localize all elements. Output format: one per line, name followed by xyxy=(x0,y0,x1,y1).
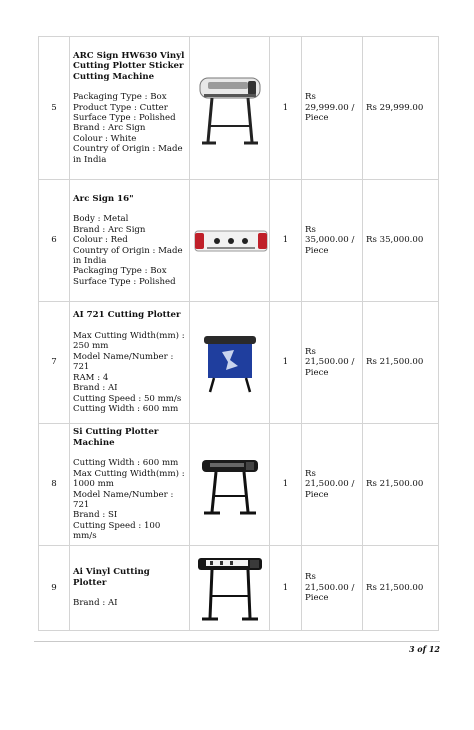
product-image-cell xyxy=(190,180,270,302)
product-attribute: Model Name/Number : 721 xyxy=(73,351,174,373)
product-attribute: Brand : AI xyxy=(73,383,118,394)
black-plotter-image xyxy=(198,454,262,516)
product-description xyxy=(70,424,190,546)
product-description xyxy=(70,180,190,302)
product-attribute: Cutting Speed : 100 mm/s xyxy=(73,520,161,542)
line-amount: Rs 21,500.00 xyxy=(363,546,439,631)
product-attribute: Cutting Speed : 50 mm/s xyxy=(73,393,182,404)
product-attribute: Brand : Arc Sign xyxy=(73,123,146,134)
product-attribute: Cutting Width : 600 mm xyxy=(73,458,179,469)
line-amount: Rs 21,500.00 xyxy=(363,424,439,546)
serial-number: 5 xyxy=(39,37,70,180)
product-name: Si Cutting Plotter Machine xyxy=(73,427,159,448)
serial-number: 8 xyxy=(39,424,70,546)
product-image-cell xyxy=(190,37,270,180)
quantity: 1 xyxy=(270,180,302,302)
footer-divider xyxy=(34,641,440,642)
quantity: 1 xyxy=(270,302,302,424)
white-plotter-image xyxy=(194,68,266,148)
table-row xyxy=(39,37,439,180)
line-amount: Rs 35,000.00 xyxy=(363,180,439,302)
product-name: AI 721 Cutting Plotter xyxy=(73,310,181,321)
product-attribute: Model Name/Number : 721 xyxy=(73,489,174,510)
page-number: 3 of 12 xyxy=(408,644,440,654)
product-description xyxy=(70,546,190,631)
product-attribute: Brand : Arc Sign xyxy=(73,224,146,235)
product-attribute: Packaging Type : Box xyxy=(73,92,167,103)
red-plotter-image xyxy=(193,221,269,261)
table-row xyxy=(39,302,439,424)
product-name: Ai Vinyl Cutting Plotter xyxy=(73,567,150,588)
product-attribute: Max Cutting Width(mm) : 1000 mm xyxy=(73,468,185,490)
table-row xyxy=(39,180,439,302)
unit-rate: Rs 35,000.00 / Piece xyxy=(302,180,363,302)
line-amount: Rs 21,500.00 xyxy=(363,302,439,424)
line-amount: Rs 29,999.00 xyxy=(363,37,439,180)
product-attribute: Product Type : Cutter xyxy=(73,102,168,113)
product-attribute: Max Cutting Width(mm) : 250 mm xyxy=(73,330,185,352)
serial-number: 9 xyxy=(39,546,70,631)
product-attribute: RAM : 4 xyxy=(73,372,109,383)
table-row xyxy=(39,546,439,631)
product-attribute: Surface Type : Polished xyxy=(73,276,176,287)
blue-plotter-image xyxy=(200,332,260,394)
unit-rate: Rs 21,500.00 / Piece xyxy=(302,424,363,546)
quantity: 1 xyxy=(270,546,302,631)
product-attribute: Colour : Red xyxy=(73,235,128,246)
product-attribute: Packaging Type : Box xyxy=(73,266,167,277)
product-table xyxy=(38,36,439,631)
quantity: 1 xyxy=(270,37,302,180)
product-name: ARC Sign HW630 Vinyl Cutting Plotter Sticker Cutting Machine xyxy=(73,50,185,82)
product-name: Arc Sign 16" xyxy=(73,193,134,204)
unit-rate: Rs 21,500.00 / Piece xyxy=(302,546,363,631)
unit-rate: Rs 21,500.00 / Piece xyxy=(302,302,363,424)
product-description xyxy=(70,37,190,180)
product-image-cell xyxy=(190,546,270,631)
product-attribute: Cutting Width : 600 mm xyxy=(73,404,179,415)
product-attribute: Brand : AI xyxy=(73,598,118,609)
product-attribute: Colour : White xyxy=(73,133,137,144)
product-attribute: Brand : SI xyxy=(73,510,118,521)
vinyl-plotter-image xyxy=(194,552,266,624)
product-attribute: Country of Origin : Made in India xyxy=(73,245,183,266)
serial-number: 7 xyxy=(39,302,70,424)
product-image-cell xyxy=(190,424,270,546)
product-attribute: Surface Type : Polished xyxy=(73,113,176,123)
product-attribute: Country of Origin : Made in India xyxy=(73,144,183,165)
product-attribute: Body : Metal xyxy=(73,214,129,225)
serial-number: 6 xyxy=(39,180,70,302)
unit-rate: Rs 29,999.00 / Piece xyxy=(302,37,363,180)
product-image-cell xyxy=(190,302,270,424)
table-row xyxy=(39,424,439,546)
quantity: 1 xyxy=(270,424,302,546)
product-description xyxy=(70,302,190,424)
